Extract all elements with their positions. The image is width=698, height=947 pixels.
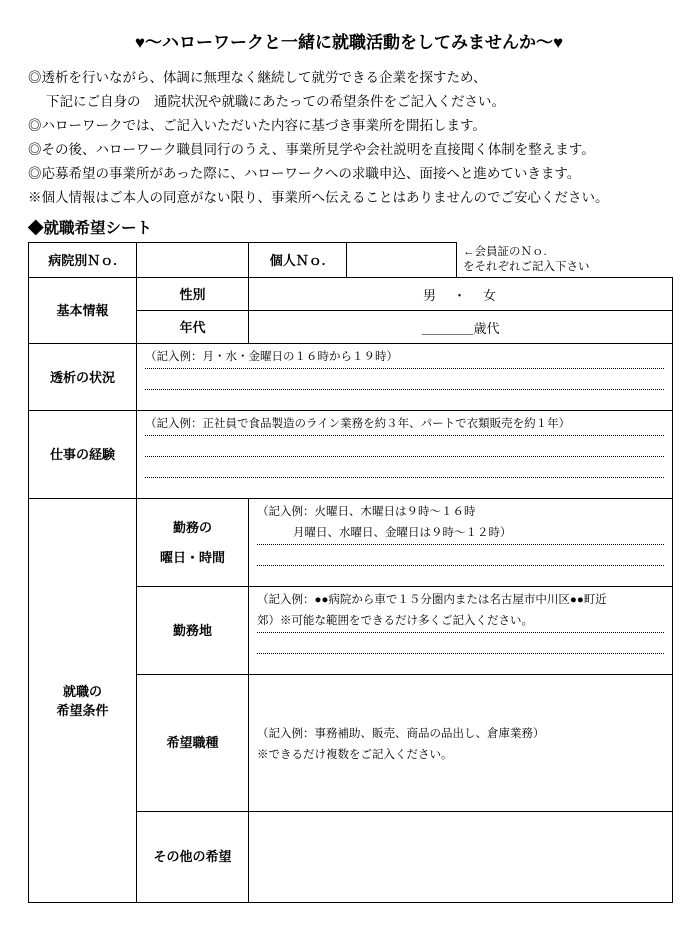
work-days-label-line-2: 曜日・時間 [159,549,225,565]
work-days-write-area[interactable] [249,544,672,586]
job-type-example-line-2: ※できるだけ複数をご記入ください。 [257,748,453,761]
table-row [29,278,673,311]
intro-line-4: ◎その後、ハローワーク職員同行のうえ、事業所見学や会社説明を直接聞く体制を整えます。 [28,142,595,157]
work-experience-write-area[interactable] [137,435,672,498]
dialysis-status-label: 透析の状況 [29,344,137,411]
page-title: ♥～ハローワークと一緒に就職活動をしてみませんか～♥ [134,33,564,52]
intro-line-5: ◎応募希望の事業所があった際に、ハローワークへの求職申込、面接へと進めていきます。 [28,166,581,181]
table-row [29,243,673,278]
dotted-line [257,653,664,674]
hope-conditions-label-line-2: 希望条件 [56,702,109,718]
work-days-label [137,499,249,587]
work-days-example-line-1: （記入例：火曜日、木曜日は９時～１６時 [257,506,476,518]
intro-line-1: ◎透析を行いながら、体調に無理なく継続して就労できる企業を探すため、 [28,70,487,85]
other-wish-label: その他の希望 [137,812,249,903]
work-days-example-line-2: 月曜日、水曜日、金曜日は９時～１２時） [293,527,512,539]
work-location-field[interactable] [249,587,673,675]
basic-info-label: 基本情報 [29,278,137,344]
intro-line-2: 下記にご自身の 通院状況や就職にあたっての希望条件をご記入ください。 [46,94,505,109]
job-type-label: 希望職種 [137,675,249,812]
hope-conditions-label-line-1: 就職の [62,683,102,699]
table-row [29,499,673,587]
personal-no-label: 個人Ｎｏ. [249,243,347,278]
job-type-example-line-1: （記入例：事務補助、販売、商品の品出し、倉庫業務） [257,727,545,740]
intro-line-6: ※個人情報はご本人の同意がない限り、事業所へ伝えることはありませんのでご安心ください。 [28,190,609,205]
hope-conditions-label [29,499,137,903]
dotted-line [257,632,664,653]
work-experience-example: （記入例：正社員で食品製造のライン業務を約３年、パートで衣類販売を約１年） [145,418,571,430]
hospital-no-label: 病院別Ｎｏ. [29,243,137,278]
spacer [137,538,248,548]
work-location-example-line-2: 郊）※可能な範囲をできるだけ多くご記入ください。 [257,615,533,627]
dialysis-status-field[interactable] [137,344,673,411]
work-experience-field[interactable] [137,411,673,499]
work-location-write-area[interactable] [249,632,672,674]
dialysis-example: （記入例：月・水・金曜日の１６時から１９時） [145,351,398,363]
work-experience-label: 仕事の経験 [29,411,137,499]
no-hint-line-1: ←会員証のＮｏ. [463,245,547,258]
dotted-line [145,477,664,498]
no-hint [457,243,673,278]
age-value[interactable]: ＿＿＿＿歳代 [249,311,673,344]
section-title: ◆就職希望シート [28,220,153,237]
intro-block [28,67,672,208]
work-days-field[interactable] [249,499,673,587]
job-wish-sheet-table [28,242,673,903]
dotted-line [257,544,664,565]
gender-value[interactable]: 男 ・ 女 [249,278,673,311]
dotted-line [145,456,664,477]
dotted-line [145,389,664,410]
table-row [29,411,673,499]
dialysis-write-area[interactable] [137,368,672,410]
work-days-label-line-1: 勤務の [172,519,212,535]
table-row [29,344,673,411]
dotted-line [145,435,664,456]
job-type-field[interactable] [249,675,673,812]
hospital-no-field[interactable] [137,243,249,278]
other-wish-field[interactable] [249,812,673,903]
gender-label: 性別 [137,278,249,311]
no-hint-line-2: をそれぞれご記入下さい [463,260,590,273]
personal-no-field[interactable] [347,243,457,278]
age-label: 年代 [137,311,249,344]
work-location-label: 勤務地 [137,587,249,675]
dotted-line [145,368,664,389]
dotted-line [257,565,664,586]
intro-line-3: ◎ハローワークでは、ご記入いただいた内容に基づき事業所を開拓します。 [28,118,486,133]
work-location-example-line-1: （記入例：●●病院から車で１５分圏内または名古屋市中川区●●町近 [257,594,607,606]
